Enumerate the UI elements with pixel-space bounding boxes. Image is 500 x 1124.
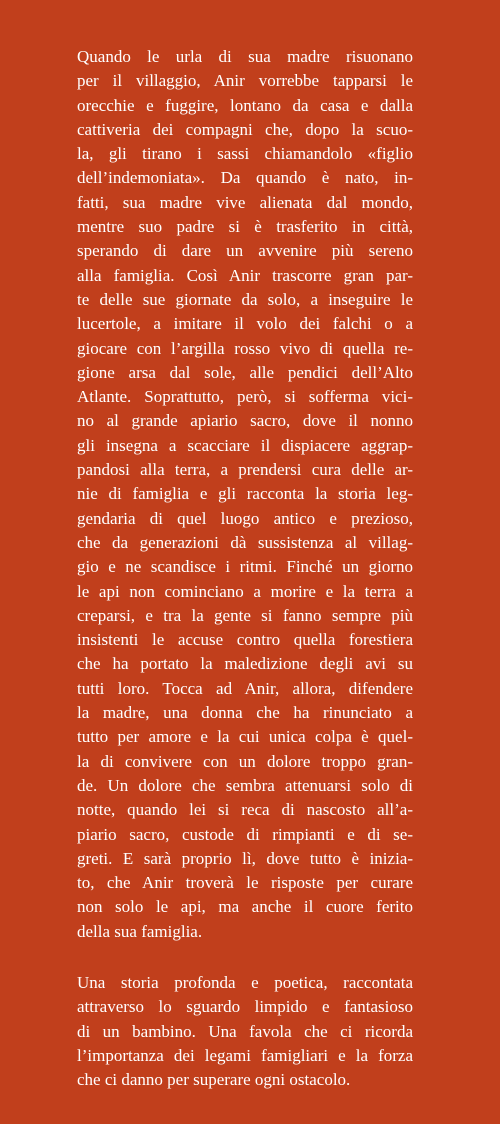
text-line: Una storia profonda e poetica, raccontata [77, 972, 413, 992]
text-line: della sua famiglia. [77, 921, 203, 941]
text-line: attraverso lo sguardo limpido e fantasioso [77, 997, 413, 1017]
paragraph-gap [77, 944, 413, 971]
text-line: la di convivere con un dolore troppo gran- [77, 751, 413, 771]
text-line: la madre, una donna che ha rinunciato a [77, 703, 413, 723]
blurb-text [77, 45, 413, 1092]
text-line: giocare con l’argilla rosso vivo di quella re- [77, 338, 413, 358]
text-line: Quando le urla di sua madre risuonano [77, 47, 413, 66]
text-line: no al grande apiario sacro, dove il nonno [77, 411, 413, 431]
paragraph [77, 45, 413, 944]
text-line: te delle sue giornate da solo, a inseguire le [77, 289, 413, 309]
text-line: le api non cominciano a morire e la terra a [77, 581, 413, 601]
text-line: non solo le api, ma anche il cuore ferito [77, 897, 413, 917]
text-line: de. Un dolore che sembra attenuarsi solo di [77, 775, 413, 795]
text-line: orecchie e fuggire, lontano da casa e dalla [77, 95, 413, 115]
text-line: gione arsa dal sole, alle pendici dell’Alto [77, 362, 413, 382]
text-line: lucertole, a imitare il volo dei falchi o a [77, 314, 413, 334]
text-line: insistenti le accuse contro quella forestiera [77, 630, 413, 650]
text-line: dell’indemoniata». Da quando è nato, in- [77, 168, 413, 188]
text-line: Atlante. Soprattutto, però, si sofferma vici- [77, 387, 413, 407]
text-line: mentre suo padre si è trasferito in città, [77, 217, 413, 237]
text-line: notte, quando lei si reca di nascosto all’a- [77, 800, 413, 820]
text-line: creparsi, e tra la gente si fanno sempre più [77, 605, 413, 625]
text-line: la, gli tirano i sassi chiamandolo «figlio [77, 144, 413, 164]
text-line: cattiveria dei compagni che, dopo la scuo- [77, 119, 413, 139]
text-line: che ci danno per superare ogni ostacolo. [77, 1070, 351, 1090]
text-line: di un bambino. Una favola che ci ricorda [77, 1021, 413, 1041]
text-line: gendaria di quel luogo antico e prezioso, [77, 508, 413, 528]
text-line: piario sacro, custode di rimpianti e di se- [77, 824, 413, 844]
text-line: tutti loro. Tocca ad Anir, allora, difendere [77, 678, 413, 698]
text-line: che ha portato la maledizione degli avi su [77, 654, 413, 674]
text-line: sperando di dare un avvenire più sereno [77, 241, 413, 261]
text-line: tutto per amore e la cui unica colpa è quel- [77, 727, 413, 747]
text-line: che da generazioni dà sussistenza al villag- [77, 532, 413, 552]
text-line: to, che Anir troverà le risposte per curare [77, 873, 413, 893]
text-line: pandosi alla terra, a prendersi cura delle ar- [77, 460, 413, 480]
text-line: gio e ne scandisce i ritmi. Finché un giorno [77, 557, 413, 577]
text-line: per il villaggio, Anir vorrebbe tapparsi le [77, 71, 413, 91]
text-line: nie di famiglia e gli racconta la storia leg- [77, 484, 413, 504]
text-line: l’importanza dei legami famigliari e la forza [77, 1045, 413, 1065]
text-line: gli insegna a scacciare il dispiacere aggrap- [77, 435, 413, 455]
text-line: alla famiglia. Così Anir trascorre gran par- [77, 265, 413, 285]
text-line: fatti, sua madre vive alienata dal mondo, [77, 192, 413, 212]
text-line: greti. E sarà proprio lì, dove tutto è inizia- [77, 848, 413, 868]
paragraph [77, 971, 413, 1092]
